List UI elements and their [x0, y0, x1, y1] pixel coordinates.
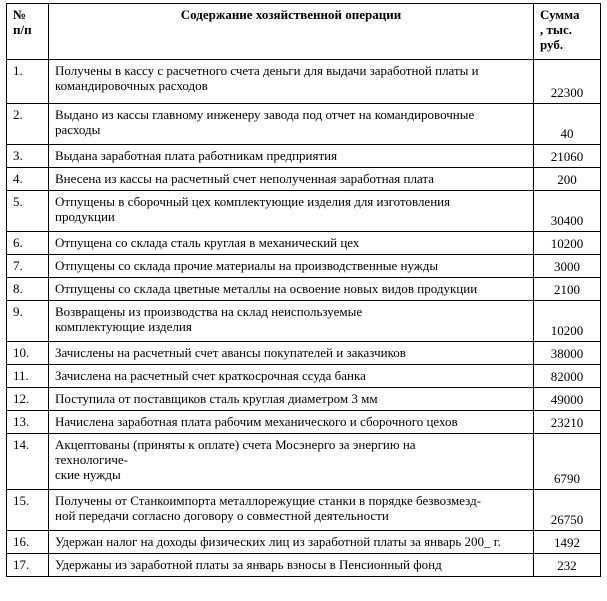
row-description [49, 168, 534, 191]
row-description-text: Отпущены со склада прочие материалы на производственные нужды [55, 258, 439, 273]
row-description-text: Отпущена со склада сталь круглая в механический цех [55, 235, 360, 250]
row-amount: 2100 [534, 278, 601, 301]
row-description [49, 531, 534, 554]
row-description [49, 388, 534, 411]
row-number: 2. [7, 104, 49, 145]
row-amount: 200 [534, 168, 601, 191]
row-description-text: Внесена из кассы на расчетный счет неполученная заработная плата [55, 171, 435, 186]
table-row [7, 191, 601, 232]
row-number: 6. [7, 232, 49, 255]
row-number: 13. [7, 411, 49, 434]
row-amount: 23210 [534, 411, 601, 434]
row-number: 4. [7, 168, 49, 191]
row-amount: 3000 [534, 255, 601, 278]
table-row [7, 342, 601, 365]
row-description [49, 60, 534, 104]
row-description-text: Акцептованы (приняты к оплате) счета Мосэнерго за энергию на технологиче- ские нужды [55, 437, 416, 482]
row-amount: 40 [534, 104, 601, 145]
header-description: Содержание хозяйственной операции [49, 4, 534, 60]
row-description-text: Выдана заработная плата работникам предприятия [55, 148, 338, 163]
table-row [7, 388, 601, 411]
row-description-text: Отпущены в сборочный цех комплектующие изделия для изготовления продукции [55, 194, 451, 224]
row-number: 15. [7, 490, 49, 531]
row-number: 16. [7, 531, 49, 554]
row-number: 3. [7, 145, 49, 168]
row-number: 7. [7, 255, 49, 278]
row-number: 8. [7, 278, 49, 301]
row-amount: 6790 [534, 434, 601, 490]
row-number: 14. [7, 434, 49, 490]
row-description [49, 490, 534, 531]
row-amount: 10200 [534, 301, 601, 342]
row-description-text: Выдано из кассы главному инженеру завода под отчет на командировочные расходы [55, 107, 475, 137]
row-description-text: Получены в кассу с расчетного счета деньги для выдачи заработной платы и командировочных расходов [55, 63, 479, 93]
row-description [49, 434, 534, 490]
row-amount: 49000 [534, 388, 601, 411]
row-number: 17. [7, 554, 49, 577]
row-description [49, 145, 534, 168]
row-description-text: Получены от Станкоимпорта металлорежущие станки в порядке безвозмезд- ной передачи согласно договору о совместной деятельности [55, 493, 482, 523]
table-row [7, 168, 601, 191]
row-description [49, 342, 534, 365]
row-description-text: Удержаны из заработной платы за январь взносы в Пенсионный фонд [55, 557, 442, 572]
table-row [7, 365, 601, 388]
row-description-text: Отпущены со склада цветные металлы на освоение новых видов продукции [55, 281, 478, 296]
table-row [7, 232, 601, 255]
row-description-text: Поступила от поставщиков сталь круглая диаметром 3 мм [55, 391, 378, 406]
row-number: 11. [7, 365, 49, 388]
row-number: 12. [7, 388, 49, 411]
row-description-text: Возвращены из производства на склад неиспользуемые комплектующие изделия [55, 304, 363, 334]
table-row [7, 490, 601, 531]
row-description-text: Начислена заработная плата рабочим механического и сборочного цехов [55, 414, 458, 429]
row-number: 1. [7, 60, 49, 104]
table-row [7, 301, 601, 342]
row-amount: 21060 [534, 145, 601, 168]
row-description-text: Зачислена на расчетный счет краткосрочная ссуда банка [55, 368, 366, 383]
row-description [49, 191, 534, 232]
table-row [7, 255, 601, 278]
header-amount: Сумма , тыс. руб. [534, 4, 601, 60]
row-description [49, 232, 534, 255]
row-description-text: Удержан налог на доходы физических лиц из заработной платы за январь 200_ г. [55, 534, 501, 549]
row-number: 5. [7, 191, 49, 232]
row-description-text: Зачислены на расчетный счет авансы покупателей и заказчиков [55, 345, 406, 360]
row-amount: 10200 [534, 232, 601, 255]
row-description [49, 365, 534, 388]
operations-table [6, 3, 601, 577]
table-row [7, 554, 601, 577]
row-description [49, 554, 534, 577]
table-header-row [7, 4, 601, 60]
row-description [49, 278, 534, 301]
row-amount: 82000 [534, 365, 601, 388]
table-row [7, 531, 601, 554]
row-amount: 22300 [534, 60, 601, 104]
table-row [7, 104, 601, 145]
table-row [7, 278, 601, 301]
row-number: 10. [7, 342, 49, 365]
row-description [49, 255, 534, 278]
header-number: № п/п [7, 4, 49, 60]
row-amount: 232 [534, 554, 601, 577]
row-amount: 30400 [534, 191, 601, 232]
row-amount: 38000 [534, 342, 601, 365]
row-amount: 26750 [534, 490, 601, 531]
row-number: 9. [7, 301, 49, 342]
table-row [7, 411, 601, 434]
row-description [49, 411, 534, 434]
table-row [7, 434, 601, 490]
table-row [7, 60, 601, 104]
row-amount: 1492 [534, 531, 601, 554]
table-row [7, 145, 601, 168]
row-description [49, 301, 534, 342]
row-description [49, 104, 534, 145]
